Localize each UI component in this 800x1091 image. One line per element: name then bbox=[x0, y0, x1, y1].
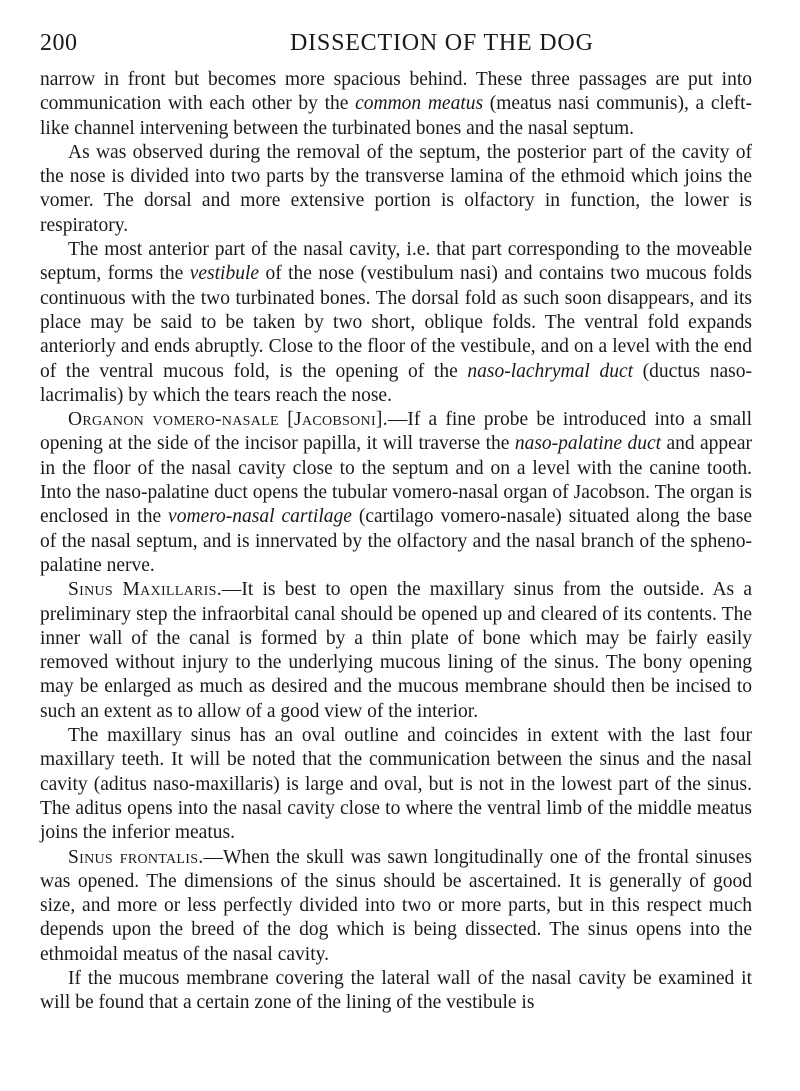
page-number: 200 bbox=[40, 30, 78, 56]
paragraph: The most anterior part of the nasal cavity, i.e. that part corresponding to the moveable septum, forms the vestibule of the nose (vestibulum nasi) and contains two mucous folds continuous with the two turbinated bones. The dorsal fold as such soon disappears, and its place may be said to be taken by two short, oblique folds. The ventral fold expands anteriorly and ends abruptly. Close to the floor of the vestibule, and on a level with the end of the ventral mucous fold, is the opening of the naso-lachrymal duct (ductus naso-lacrimalis) by which the tears reach the nose. bbox=[40, 239, 752, 406]
section-heading: Organon vomero-nasale [Jacobsoni]. bbox=[68, 409, 388, 431]
term-common-meatus: common meatus bbox=[355, 93, 484, 115]
term-naso-lachrymal-duct: naso-lachrymal duct bbox=[467, 360, 634, 382]
term-vomero-nasal-cartilage: vomero-nasal cartilage bbox=[168, 506, 352, 528]
paragraph: narrow in front but becomes more spacious behind. These three passages are put into communication with each other by the common meatus (meatus nasi communis), a cleft-like channel intervening between the turbinated bones and the nasal septum. bbox=[40, 69, 752, 139]
term-naso-palatine-duct: naso-palatine duct bbox=[514, 433, 662, 455]
body-text bbox=[40, 68, 752, 1016]
paragraph: The maxillary sinus has an oval outline and coincides in extent with the last four maxillary teeth. It will be noted that the communication between the sinus and the nasal cavity (aditus naso-maxillaris) is large and oval, but is not in the lowest part of the sinus. The aditus opens into the nasal cavity close to where the ventral limb of the middle meatus joins the inferior meatus. bbox=[40, 725, 752, 844]
paragraph: Sinus Maxillaris.—It is best to open the maxillary sinus from the outside. As a preliminary step the infraorbital canal should be opened up and cleared of its contents. The inner wall of the canal is formed by a thin plate of bone which may be fairly easily removed without injury to the underlying mucous lining of the sinus. The bony opening may be enlarged as much as desired and the mucous membrane should then be incised to such an extent as to allow of a good view of the interior. bbox=[40, 579, 752, 722]
running-head: DISSECTION OF THE DOG bbox=[290, 30, 594, 56]
section-heading: Sinus frontalis. bbox=[68, 846, 204, 868]
section-heading: Sinus Maxillaris. bbox=[68, 579, 222, 601]
page-header bbox=[40, 30, 748, 58]
paragraph: Sinus frontalis.—When the skull was sawn longitudinally one of the frontal sinuses was opened. The dimensions of the sinus should be ascertained. It is generally of good size, and more or less perfectly divided into two or more parts, but in this respect much depends upon the breed of the dog which is being dissected. The sinus opens into the ethmoidal meatus of the nasal cavity. bbox=[40, 846, 752, 965]
term-vestibule: vestibule bbox=[189, 263, 260, 285]
paragraph: If the mucous membrane covering the lateral wall of the nasal cavity be examined it will be found that a certain zone of the lining of the vestibule is bbox=[40, 967, 752, 1014]
paragraph: As was observed during the removal of the septum, the posterior part of the cavity of the nose is divided into two parts by the transverse lamina of the ethmoid which joins the vomer. The dorsal and more extensive portion is olfactory in function, the lower is respiratory. bbox=[40, 141, 752, 236]
paragraph: Organon vomero-nasale [Jacobsoni].—If a fine probe be introduced into a small opening at the side of the incisor papilla, it will traverse the naso-palatine duct and appear in the floor of the nasal cavity close to the septum and on a level with the canine tooth. Into the naso-palatine duct opens the tubular vomero-nasal organ of Jacobson. The organ is enclosed in the vomero-nasal cartilage (cartilago vomero-nasale) situated along the base of the nasal septum, and is innervated by the olfactory and the nasal branch of the spheno-palatine nerve. bbox=[40, 409, 753, 576]
